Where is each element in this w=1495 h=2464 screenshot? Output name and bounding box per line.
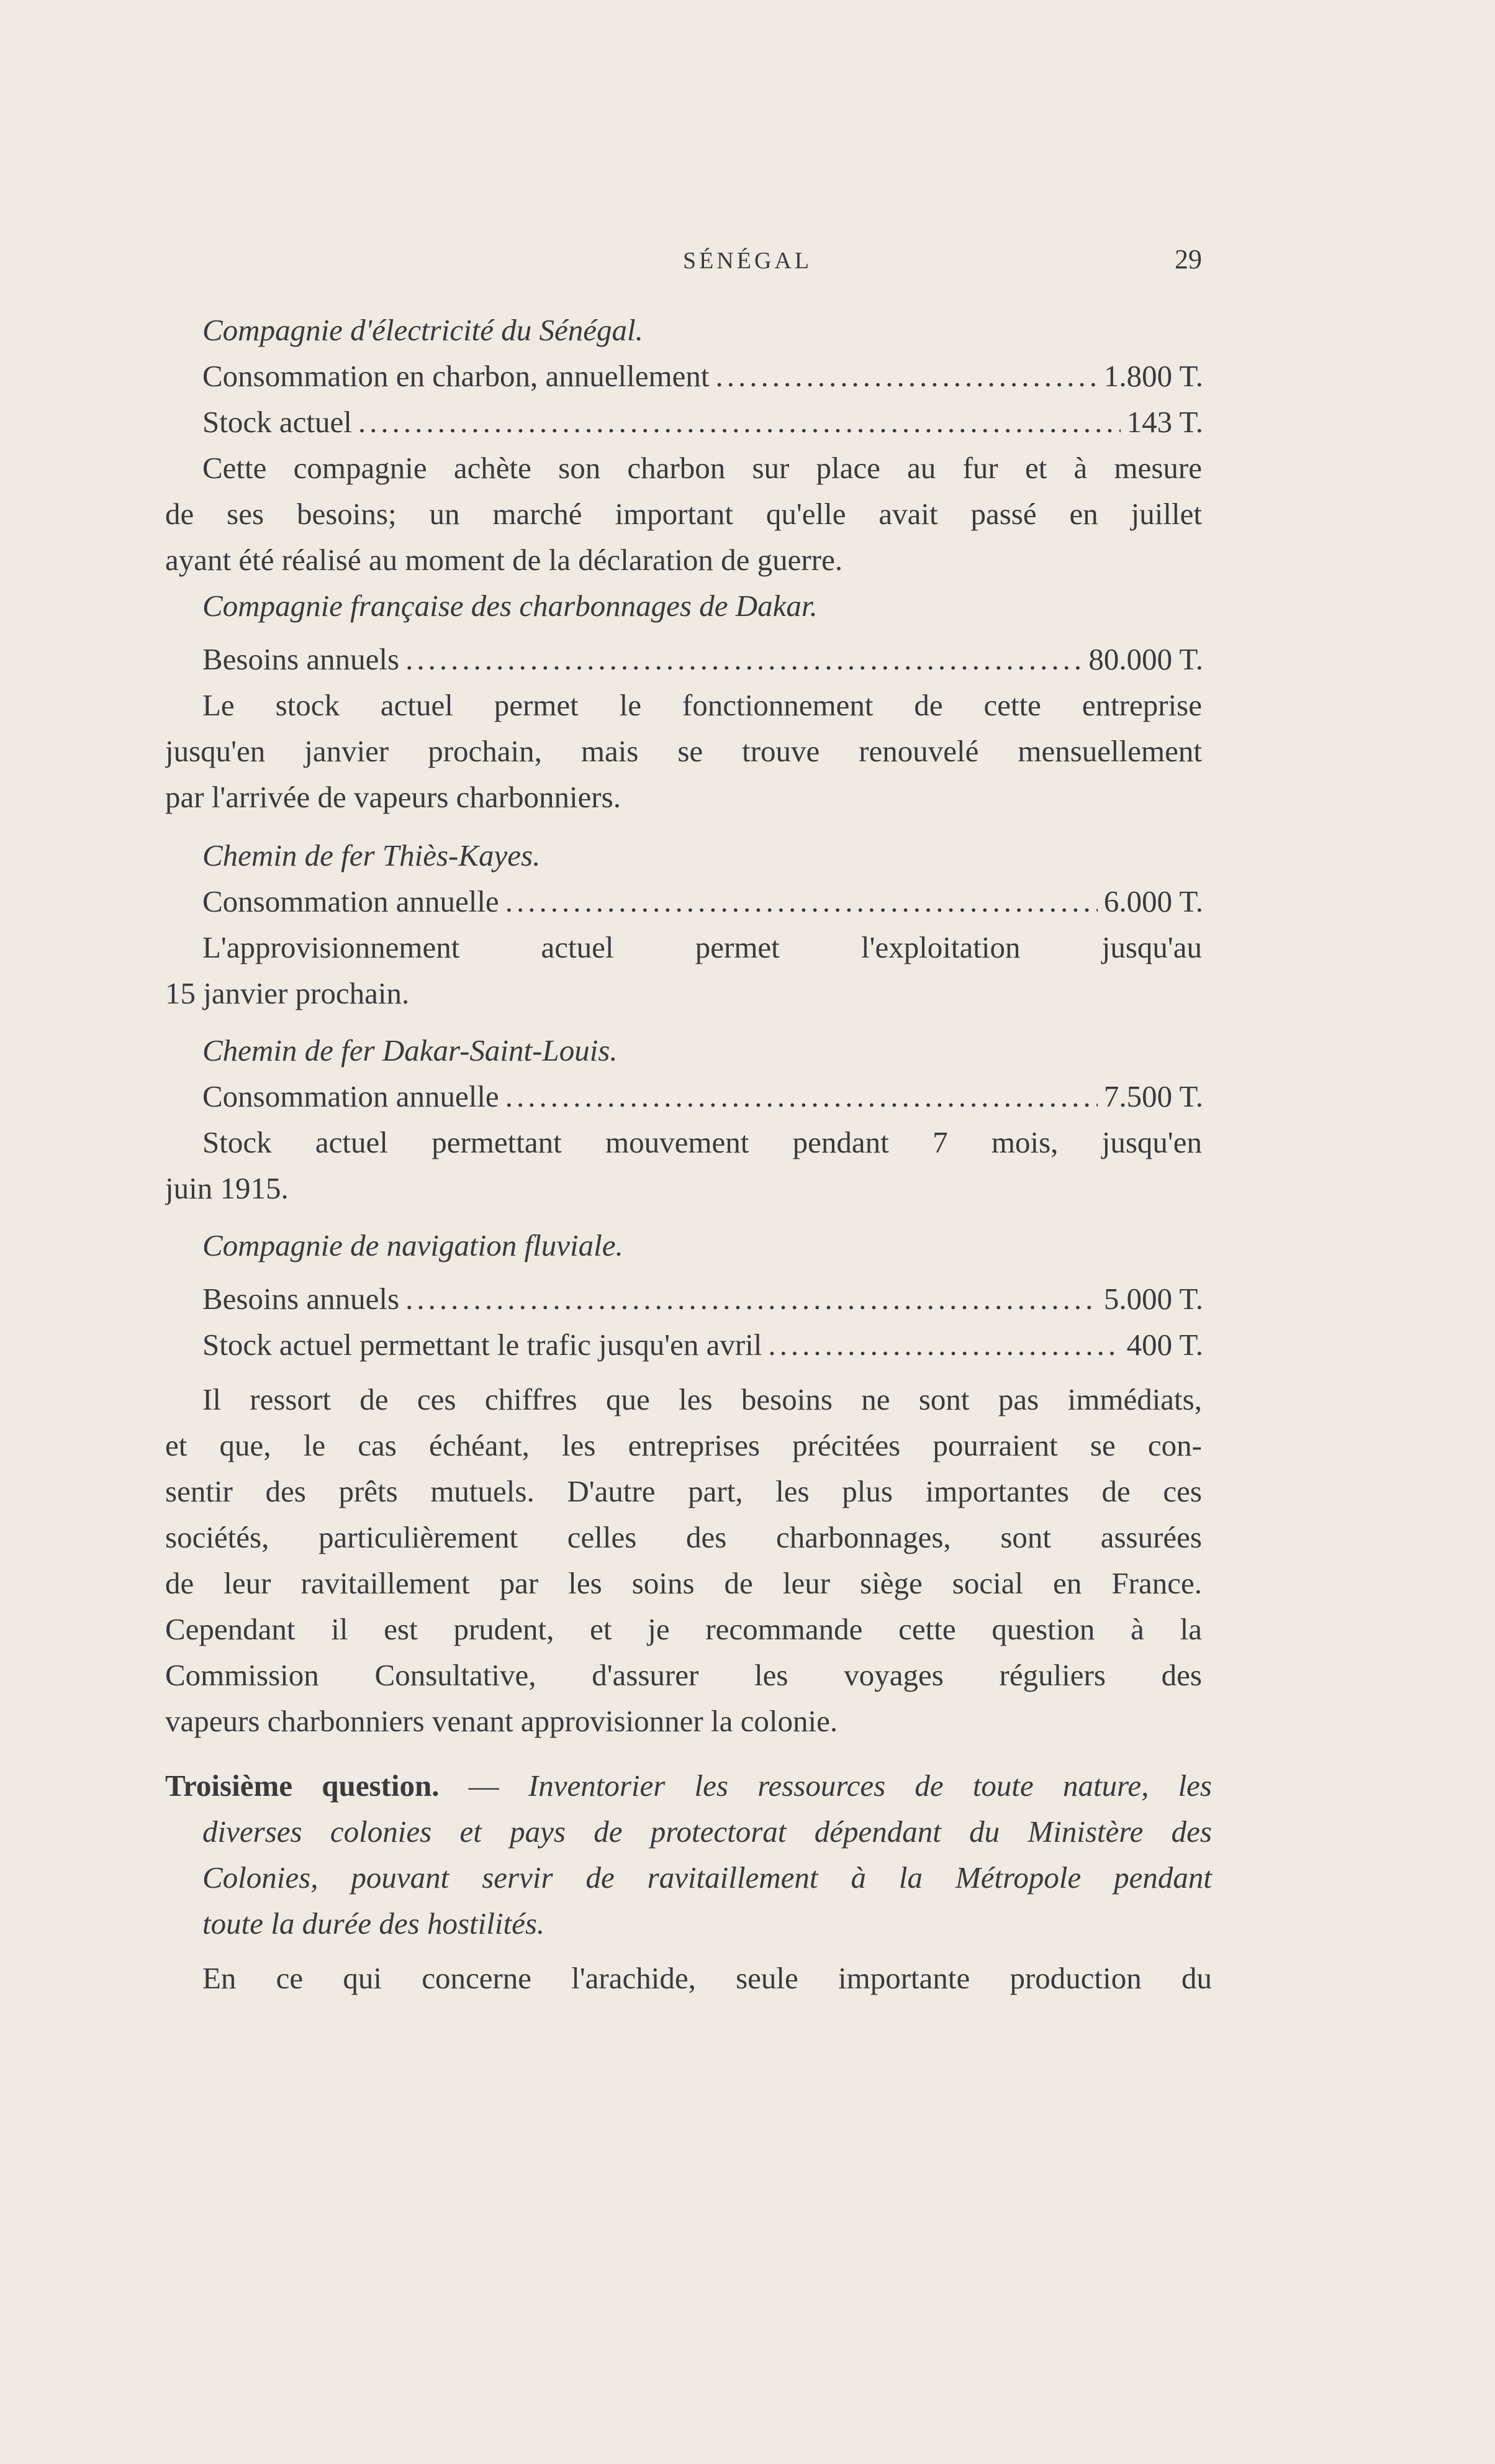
row-label: Stock actuel permettant le trafic jusqu'en avril: [202, 1328, 762, 1362]
paragraph-line: jusqu'en janvier prochain, mais se trouve renouvelé mensuellement: [165, 734, 1202, 768]
running-title: SÉNÉGAL: [682, 248, 813, 274]
row-label: Besoins annuels: [202, 1282, 400, 1316]
paragraph-line: ayant été réalisé au moment de la déclaration de guerre.: [165, 543, 843, 577]
data-row: [202, 1074, 1203, 1119]
row-label: Consommation annuelle: [202, 884, 499, 918]
data-row: [202, 879, 1203, 924]
leader-dots: [405, 637, 1082, 682]
paragraph-line: de ses besoins; un marché important qu'elle avait passé en juillet: [165, 497, 1202, 531]
paragraph-line: Commission Consultative, d'assurer les voyages réguliers des: [165, 1658, 1202, 1692]
paragraph-line: vapeurs charbonniers venant approvisionner la colonie.: [165, 1704, 838, 1738]
leader-dots: [768, 1323, 1120, 1367]
row-value: 80.000 T.: [1088, 642, 1203, 676]
section-title-navigation: Compagnie de navigation fluviale.: [202, 1228, 623, 1262]
data-row: [202, 354, 1203, 399]
row-value: 400 T.: [1126, 1328, 1203, 1362]
row-label: Consommation en charbon, annuellement: [202, 359, 710, 393]
row-label: Stock actuel: [202, 405, 352, 439]
paragraph-line: Cependant il est prudent, et je recommande cette question à la: [165, 1612, 1202, 1646]
leader-dots: [505, 1074, 1098, 1119]
paragraph-line: juin 1915.: [165, 1171, 289, 1205]
section-title-dakar-saint-louis: Chemin de fer Dakar-Saint-Louis.: [202, 1033, 618, 1067]
paragraph-line: sociétés, particulièrement celles des charbonnages, sont assurées: [165, 1520, 1202, 1554]
paragraph-line: sentir des prêts mutuels. D'autre part, les plus importantes de ces: [165, 1474, 1202, 1508]
question-dash: —: [468, 1769, 499, 1803]
section-title-electricite: Compagnie d'électricité du Sénégal.: [202, 313, 643, 347]
leader-dots: [505, 879, 1098, 924]
paragraph-line: Cette compagnie achète son charbon sur place au fur et à mesure: [202, 451, 1202, 485]
paragraph-line: En ce qui concerne l'arachide, seule importante production du: [202, 1961, 1212, 1995]
row-value: 5.000 T.: [1103, 1282, 1203, 1316]
question-text-line: Colonies, pouvant servir de ravitaillement à la Métropole pendant: [202, 1860, 1212, 1895]
leader-dots: [358, 400, 1121, 445]
paragraph-line: par l'arrivée de vapeurs charbonniers.: [165, 780, 621, 814]
paragraph-line: Le stock actuel permet le fonctionnement de cette entreprise: [202, 688, 1202, 722]
question-text-line: diverses colonies et pays de protectorat dépendant du Ministère des: [202, 1814, 1212, 1849]
leader-dots: [715, 354, 1097, 399]
question-text: Inventorier les ressources de toute nature, les: [528, 1769, 1213, 1803]
row-label: Besoins annuels: [202, 642, 400, 676]
row-value: 143 T.: [1126, 405, 1203, 439]
data-row: [202, 1323, 1203, 1367]
paragraph-line: de leur ravitaillement par les soins de leur siège social en France.: [165, 1566, 1202, 1600]
question-label: Troisième question.: [165, 1769, 440, 1803]
data-row: [202, 1277, 1203, 1321]
row-value: 7.500 T.: [1103, 1079, 1203, 1113]
leader-dots: [405, 1277, 1098, 1321]
row-value: 1.800 T.: [1103, 359, 1203, 393]
section-title-thies-kayes: Chemin de fer Thiès-Kayes.: [202, 838, 541, 872]
question-heading-line: [165, 1764, 1212, 1808]
section-title-charbonnages: Compagnie française des charbonnages de Dakar.: [202, 589, 818, 623]
page-number: 29: [1175, 244, 1202, 274]
data-row: [202, 637, 1203, 682]
paragraph-line: et que, le cas échéant, les entreprises précitées pourraient se con-: [165, 1428, 1202, 1462]
row-value: 6.000 T.: [1103, 884, 1203, 918]
question-text-line: toute la durée des hostilités.: [202, 1906, 545, 1941]
paragraph-line: L'approvisionnement actuel permet l'exploitation jusqu'au: [202, 930, 1202, 964]
data-row: [202, 400, 1203, 445]
paragraph-line: 15 janvier prochain.: [165, 976, 410, 1010]
paragraph-line: Stock actuel permettant mouvement pendant 7 mois, jusqu'en: [202, 1125, 1202, 1159]
row-label: Consommation annuelle: [202, 1079, 499, 1113]
paragraph-line: Il ressort de ces chiffres que les besoins ne sont pas immédiats,: [202, 1382, 1202, 1416]
